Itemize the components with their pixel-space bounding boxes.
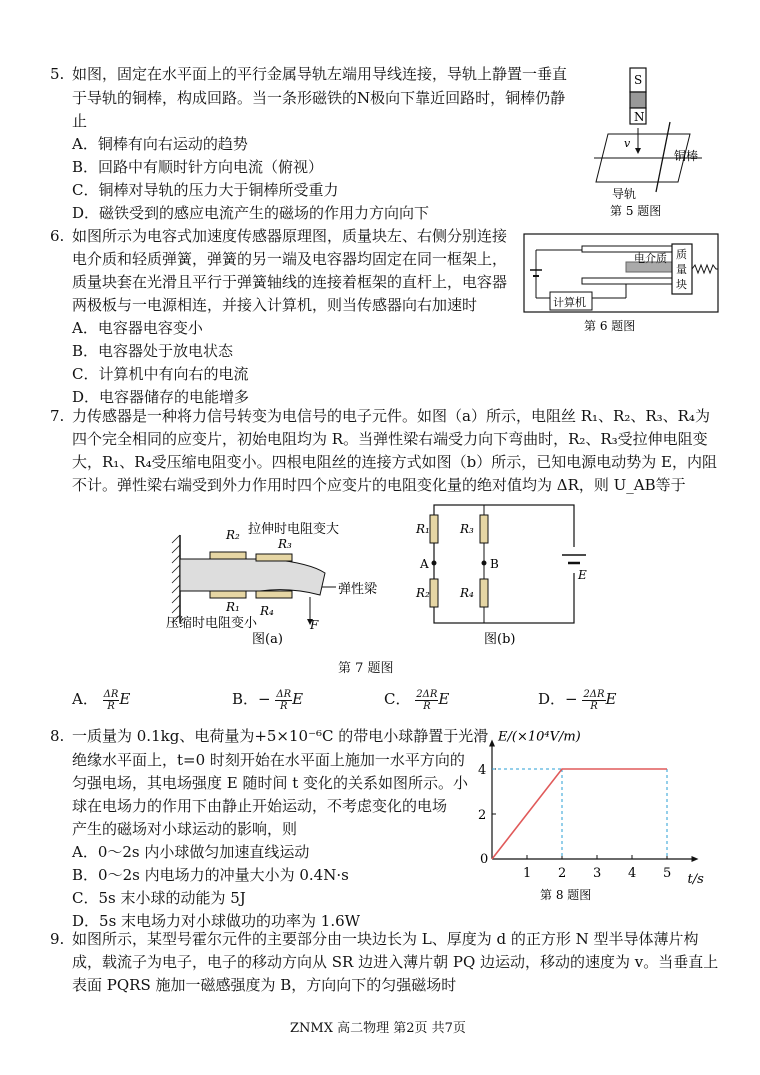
q9-stem-line-1: 如图所示，某型号霍尔元件的主要部分由一块边长为 L、厚度为 d 的正方形 N 型半导体薄片构 [72, 930, 699, 948]
q8-stem-line-2: 绝缘水平面上，t=0 时刻开始在水平面上施加一水平方向的 [72, 751, 465, 769]
q6-stem-line-1: 如图所示为电容式加速度传感器原理图，质量块左、右侧分别连接 [72, 227, 508, 245]
y-tick-label: 4 [478, 763, 487, 778]
label-v: v [624, 137, 631, 150]
q8-stem-line-5: 产生的磁场对小球运动的影响，则 [72, 820, 298, 838]
q8-option-c: C．5s 末小球的动能为 5J [72, 889, 246, 907]
resistor-r3 [480, 515, 488, 543]
q5-caption: 第 5 题图 [610, 204, 662, 218]
label-computer: 计算机 [553, 296, 586, 309]
label-r3-b: R₃ [460, 522, 474, 536]
q7-option-b-fraction: $\frac{\Delta R}{R}$ [276, 688, 292, 712]
label-r1-b: R₁ [416, 522, 430, 536]
q8-option-a: A．0～2s 内小球做匀加速直线运动 [72, 843, 310, 861]
q7-option-d: D．− $\frac{2\Delta R}{R}$ E [538, 688, 617, 712]
velocity-arrowhead [635, 148, 641, 154]
label-n: N [634, 110, 645, 124]
x-tick-label: 5 [663, 866, 672, 881]
x-tick-label: 0 [480, 852, 489, 867]
q6-caption: 第 6 题图 [584, 319, 636, 333]
x-axis-arrowhead [692, 856, 699, 862]
figure-a-label: 图(a) [252, 632, 283, 647]
resistor-r2 [430, 579, 438, 607]
y-axis-arrowhead [489, 740, 495, 747]
label-emf: E [578, 568, 587, 582]
q7-stem-line-3: 大，R₁、R₄受压缩电阻变小。四根电阻丝的连接方式如图（b）所示，已知电源电动势为 E，内阻 [72, 453, 717, 471]
q7-figure-b [410, 497, 585, 649]
figure-b-label: 图(b) [484, 632, 516, 647]
spring [692, 265, 718, 273]
q8-option-b: B．0～2s 内电场力的冲量大小为 0.4N·s [72, 866, 349, 884]
capacitor-bottom-plate [582, 278, 672, 284]
q8-number: 8. [50, 727, 65, 745]
label-dielectric: 电介质 [634, 252, 667, 265]
q6-stem-line-4: 两极板与一电源相连，并接入计算机，则当传感器向右加速时 [72, 296, 478, 314]
q8-chart [474, 728, 720, 906]
q9-stem-line-2: 成，载流子为电子，电子的移动方向从 SR 边进入薄片朝 PQ 边运动，移动的速度为 v。当垂直上 [72, 953, 719, 971]
q5-option-b: B．回路中有顺时针方向电流（俯视） [72, 158, 324, 176]
label-beam: 弹性梁 [338, 582, 378, 597]
q5-stem-line-3: 止 [72, 112, 88, 130]
label-r4-a: R₄ [260, 604, 274, 618]
q7-option-a: A． $\frac{\Delta R}{R}$ E [72, 688, 131, 712]
label-rail: 导轨 [612, 187, 637, 201]
q7-option-b: B．− $\frac{\Delta R}{R}$ E [232, 688, 304, 712]
strain-gauge-r4 [256, 591, 292, 598]
label-node-a: A [420, 557, 429, 571]
q6-stem-line-3: 质量块套在光滑且平行于弹簧轴线的连接着框架的直杆上，电容器 [72, 273, 508, 291]
q5-stem-line-1: 如图，固定在水平面上的平行金属导轨左端用导线连接，导轨上静置一垂直 [72, 65, 568, 83]
q5-stem-line-2: 于导轨的铜棒，构成回路。当一条形磁铁的N极向下靠近回路时，铜棒仍静 [72, 89, 566, 107]
x-tick-label: 1 [523, 866, 532, 881]
label-stretch: 拉伸时电阻变大 [248, 522, 340, 537]
label-r3-a: R₃ [278, 537, 292, 551]
q7-figure-a [160, 515, 385, 650]
q7-option-a-fraction: $\frac{\Delta R}{R}$ [103, 688, 119, 712]
x-tick-label: 4 [628, 866, 637, 881]
q8-option-d: D．5s 末电场力对小球做功的功率为 1.6W [72, 912, 361, 930]
x-axis-label: t/s [687, 872, 704, 887]
q6-number: 6. [50, 227, 65, 245]
label-s: S [634, 73, 643, 87]
label-r1-a: R₁ [226, 600, 240, 614]
elastic-beam [180, 559, 325, 595]
label-mass-2: 量 [676, 263, 687, 276]
q9-number: 9. [50, 930, 65, 948]
label-node-b: B [490, 557, 499, 571]
q6-option-c: C．计算机中有向右的电流 [72, 365, 249, 383]
page-footer: ZNMX 高二物理 第2页 共7页 [290, 1021, 466, 1036]
node-b [482, 561, 487, 566]
q6-stem-line-2: 电介质和轻质弹簧，弹簧的另一端及电容器均固定在同一框架上， [72, 250, 508, 268]
q6-option-a: A．电容器电容变小 [72, 319, 203, 337]
q7-caption: 第 7 题图 [338, 661, 394, 676]
wall-hatch [172, 535, 180, 623]
q8-stem-line-3: 匀强电场，其电场强度 E 随时间 t 变化的关系如图所示。小 [72, 774, 469, 792]
bridge-outer-loop [434, 505, 574, 623]
q6-option-b: B．电容器处于放电状态 [72, 342, 234, 360]
q7-stem-line-4: 不计。弹性梁右端受到外力作用时四个应变片的电阻变化量的绝对值均为 ΔR，则 U_AB等于 [72, 476, 686, 494]
x-tick-label: 3 [593, 866, 602, 881]
label-force: F [310, 618, 319, 632]
label-rod: 铜棒 [674, 149, 699, 163]
magnet-middle [630, 92, 646, 108]
q8-stem-line-4: 球在电场力的作用下由静止开始运动，不考虑变化的电场 [72, 797, 448, 815]
strain-gauge-r1 [210, 591, 246, 598]
label-mass-1: 质 [676, 248, 687, 261]
y-tick-label: 2 [478, 808, 487, 823]
series-line [492, 769, 667, 859]
label-r2-b: R₂ [416, 586, 430, 600]
q7-option-d-fraction: $\frac{2\Delta R}{R}$ [583, 688, 605, 712]
q7-number: 7. [50, 407, 65, 425]
label-mass-3: 块 [676, 278, 687, 291]
q5-number: 5. [50, 65, 65, 83]
q7-option-c-fraction: $\frac{2\Delta R}{R}$ [416, 688, 438, 712]
q9-stem-line-3: 表面 PQRS 施加一磁感强度为 B，方向向下的匀强磁场时 [72, 976, 457, 994]
q5-option-d: D．磁铁受到的感应电流产生的磁场的作用力方向向下 [72, 204, 430, 222]
q6-figure [522, 232, 722, 334]
label-r4-b: R₄ [460, 586, 474, 600]
strain-gauge-r3 [256, 554, 292, 561]
q5-option-a: A．铜棒有向右运动的趋势 [72, 135, 248, 153]
resistor-r1 [430, 515, 438, 543]
q5-option-c: C．铜棒对导轨的压力大于铜棒所受重力 [72, 181, 339, 199]
q6-option-d: D．电容器储存的电能增多 [72, 388, 250, 406]
label-compress: 压缩时电阻变小 [166, 616, 258, 631]
node-a [432, 561, 437, 566]
x-tick-label: 2 [558, 866, 567, 881]
resistor-r4 [480, 579, 488, 607]
label-r2-a: R₂ [226, 528, 240, 542]
strain-gauge-r2 [210, 552, 246, 559]
y-axis-label: E/(×10⁴V/m) [498, 729, 581, 745]
q7-stem-line-2: 四个完全相同的应变片，初始电阻均为 R。当弹性梁右端受力向下弯曲时，R₂、R₃受拉伸电阻变 [72, 430, 708, 448]
q8-stem-line-1: 一质量为 0.1kg、电荷量为+5×10⁻⁶C 的带电小球静置于光滑 [72, 727, 489, 745]
q7-option-c: C． $\frac{2\Delta R}{R}$ E [384, 688, 450, 712]
q7-stem-line-1: 力传感器是一种将力信号转变为电信号的电子元件。如图（a）所示，电阻丝 R₁、R₂、R₃、R₄为 [72, 407, 710, 425]
q5-figure [590, 62, 720, 222]
q8-caption: 第 8 题图 [540, 888, 592, 902]
